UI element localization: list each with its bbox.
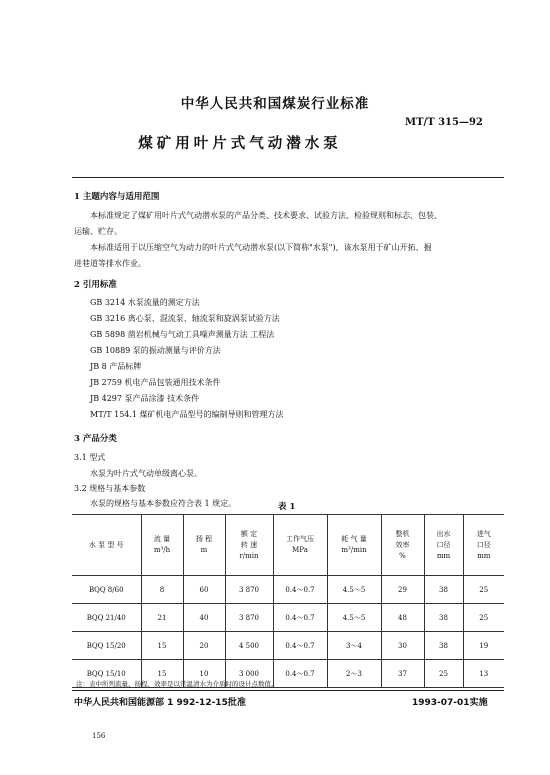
section-1-para-1-cont: 运输、贮存。 <box>74 227 122 236</box>
table-cell: 38 <box>424 604 463 632</box>
reference-item: GB 5898 凿岩机械与气动工具噪声测量方法 工程法 <box>90 330 275 339</box>
col-header-flow: 流 量 m³/h <box>141 515 183 576</box>
table-cell: 3 870 <box>225 576 273 604</box>
table-cell: 4.5～5 <box>327 604 381 632</box>
page-number: 156 <box>92 732 106 740</box>
table-cell: 25 <box>463 604 504 632</box>
document-title: 煤矿用叶片式气动潜水泵 <box>138 136 342 152</box>
table-cell: 21 <box>141 604 183 632</box>
table-cell: 8 <box>141 576 183 604</box>
col-header-model: 水 泵 型 号 <box>72 515 141 576</box>
col-header-inlet-diameter: 进气 口径 mm <box>463 515 504 576</box>
table-row <box>72 632 504 660</box>
col-header-efficiency: 整机 效率 % <box>381 515 424 576</box>
table-cell: 29 <box>381 576 424 604</box>
table-cell: 3 870 <box>225 604 273 632</box>
section-3-1-text: 水泵为叶片式气动单级离心泵。 <box>90 469 202 478</box>
table-cell: 37 <box>381 660 424 688</box>
section-1-heading: 1 主题内容与适用范围 <box>74 192 160 202</box>
table-cell: 13 <box>463 660 504 688</box>
approval-line: 中华人民共和国能源部 1 992-12-15批准 <box>74 698 246 708</box>
table-cell: 38 <box>424 632 463 660</box>
col-header-pressure: 工作气压 MPa <box>273 515 327 576</box>
table-cell: 60 <box>183 576 225 604</box>
table-cell: BQQ 15/10 <box>72 660 141 688</box>
table-cell: 0.4～0.7 <box>273 632 327 660</box>
table-cell: 0.4～0.7 <box>273 660 327 688</box>
table-cell: 48 <box>381 604 424 632</box>
table-cell: 20 <box>183 632 225 660</box>
table-cell: 3～4 <box>327 632 381 660</box>
table-cell: 3 000 <box>225 660 273 688</box>
table-cell: 10 <box>183 660 225 688</box>
section-1-para-1: 本标准规定了煤矿用叶片式气动潜水泵的产品分类、技术要求、试验方法、检验规则和标志、包装、 <box>90 211 442 220</box>
col-header-air-consumption: 耗 气 量 m³/min <box>327 515 381 576</box>
table-cell: BQQ 8/60 <box>72 576 141 604</box>
reference-item: GB 3214 水泵流量的测定方法 <box>90 298 200 307</box>
reference-item: GB 10889 泵的振动测量与评价方法 <box>90 346 221 355</box>
reference-item: JB 2759 机电产品包装通用技术条件 <box>90 378 221 387</box>
reference-item: JB 4297 泵产品涂漆 技术条件 <box>90 394 200 403</box>
reference-item: GB 3216 离心泵、混流泵、轴流泵和旋涡泵试验方法 <box>90 314 280 323</box>
section-1-para-2-cont: 进巷道等排水作业。 <box>74 259 146 268</box>
table-cell: 38 <box>424 576 463 604</box>
table-cell: 4 500 <box>225 632 273 660</box>
table-cell: 15 <box>141 660 183 688</box>
table-cell: 19 <box>463 632 504 660</box>
table-cell: BQQ 15/20 <box>72 632 141 660</box>
table-note: 注：表中所列流量、扬程、效率是以常温清水为介质时的设计点数值。 <box>76 680 278 688</box>
section-3-2-heading: 3.2 规格与基本参数 <box>74 484 146 493</box>
table-cell: 15 <box>141 632 183 660</box>
table-cell: 4.5～5 <box>327 576 381 604</box>
col-header-outlet-diameter: 出水 口径 mm <box>424 515 463 576</box>
org-standard-title: 中华人民共和国煤炭行业标准 <box>180 96 370 112</box>
table-cell: 40 <box>183 604 225 632</box>
table-cell: 25 <box>424 660 463 688</box>
table-caption: 表 1 <box>278 502 296 512</box>
table-cell: 0.4～0.7 <box>273 604 327 632</box>
table-cell: 30 <box>381 632 424 660</box>
section-3-2-text: 水泵的规格与基本参数应符合表 1 规定。 <box>90 499 237 508</box>
section-2-heading: 2 引用标准 <box>74 280 117 290</box>
section-3-1-heading: 3.1 型式 <box>74 453 106 462</box>
footer-rule <box>72 690 504 691</box>
table-row <box>72 576 504 604</box>
col-header-speed: 额 定 转 速 r/min <box>225 515 273 576</box>
title-rule <box>72 177 504 178</box>
table-cell: 25 <box>463 576 504 604</box>
table-cell: 0.4～0.7 <box>273 576 327 604</box>
standard-number: MT/T 315—92 <box>405 117 483 128</box>
section-3-heading: 3 产品分类 <box>74 434 117 444</box>
parameter-table <box>72 514 504 688</box>
table-cell: 2～3 <box>327 660 381 688</box>
table-cell: BQQ 21/40 <box>72 604 141 632</box>
implementation-date: 1993-07-01实施 <box>412 698 488 708</box>
table-row <box>72 604 504 632</box>
table-header-row <box>72 515 504 576</box>
reference-item: MT/T 154.1 煤矿机电产品型号的编制导则和管理方法 <box>90 410 284 419</box>
col-header-head: 扬 程 m <box>183 515 225 576</box>
reference-item: JB 8 产品标牌 <box>90 362 142 371</box>
section-1-para-2: 本标准适用于以压缩空气为动力的叶片式气动潜水泵(以下简称"水泵")，该水泵用于矿山开拓、掘 <box>90 243 432 252</box>
